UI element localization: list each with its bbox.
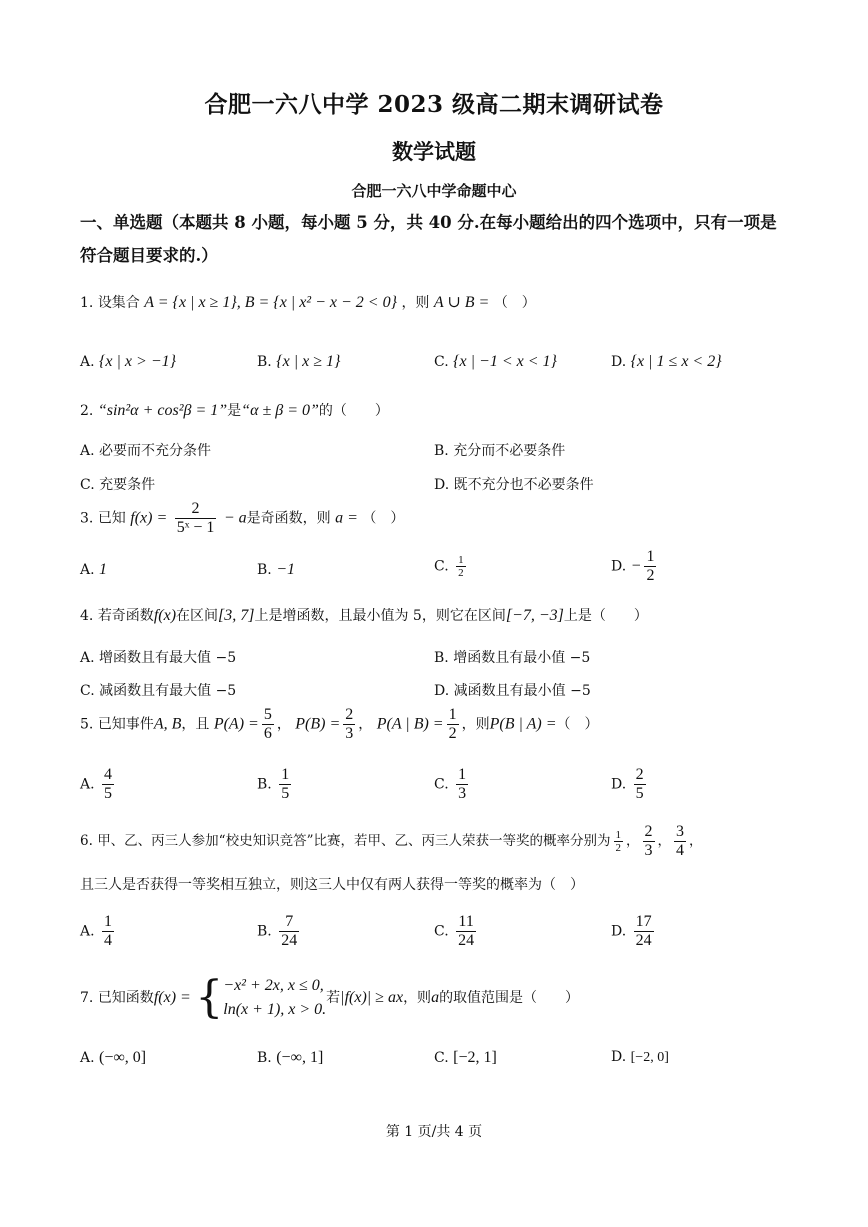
question-text: 上是增函数，且最小值为 5，则它在区间 [254, 608, 506, 624]
option-c[interactable] [434, 554, 469, 579]
fraction-numerator: 4 [104, 766, 113, 783]
fraction-numerator: 1 [615, 829, 621, 841]
question-text: ，则 [403, 990, 432, 1006]
question-text: 若 [326, 990, 341, 1006]
question-tail: 的取值范围是（ ） [439, 990, 580, 1006]
fraction-denominator: 2 [615, 842, 621, 854]
fraction-numerator: 2 [191, 500, 200, 517]
fraction-denominator: 5 [281, 785, 290, 802]
question-number: 1. [80, 295, 94, 311]
option-text: (−∞, 1] [276, 1049, 324, 1066]
fraction-denominator: 4 [676, 842, 684, 859]
option-c[interactable] [80, 474, 155, 494]
option-d[interactable] [434, 680, 591, 700]
fraction [279, 913, 299, 950]
fraction-numerator: 1 [281, 766, 290, 783]
option-label: C. [434, 776, 449, 793]
fraction [634, 913, 654, 950]
option-a[interactable] [80, 440, 211, 460]
piecewise-cases [223, 974, 326, 1022]
function-name: f(x) [153, 607, 177, 624]
option-label: D. [611, 354, 627, 370]
case-1: −x² + 2x, x ≤ 0, [223, 977, 324, 994]
fraction-numerator: 11 [458, 913, 474, 930]
prob-b-given-a: P(B | A) = [489, 715, 557, 733]
fraction [634, 766, 646, 803]
fraction [674, 823, 686, 860]
option-text: {x | −1 < x < 1} [453, 353, 557, 370]
fraction [456, 913, 476, 950]
option-d[interactable] [611, 766, 649, 803]
option-text: 1 [99, 561, 108, 578]
question-lead: 已知事件 [97, 716, 154, 733]
question-lead: 已知函数 [97, 990, 154, 1006]
exam-subtitle: 数学试题 [392, 139, 476, 164]
option-label: B. [434, 650, 449, 666]
option-label: C. [80, 683, 95, 699]
option-text: {x | x > −1} [99, 353, 177, 370]
fraction-denominator: 24 [458, 932, 475, 949]
fraction [456, 554, 466, 579]
condition-b: “α ± β = 0” [241, 402, 319, 419]
option-label: B. [257, 1050, 272, 1066]
option-label: C. [434, 354, 449, 370]
minus-sign: − [630, 557, 642, 575]
prob-a: P(A) = [213, 715, 259, 733]
fraction-denominator: 6 [263, 725, 272, 742]
option-b[interactable] [434, 647, 590, 667]
question-tail: 上是（ ） [563, 608, 648, 624]
option-label: D. [611, 923, 627, 940]
question-number: 5. [80, 716, 94, 733]
option-text: [−2, 0] [630, 1050, 669, 1065]
stem-tail: 的（ ） [318, 403, 389, 419]
prob-a-given-b: P(A | B) = [376, 715, 444, 733]
option-a[interactable] [80, 647, 236, 667]
fraction [643, 823, 655, 860]
exam-title: 合肥一六八中学 2023 级高二期末调研试卷 [204, 91, 664, 118]
option-label: B. [257, 776, 272, 793]
question-6-line2: 且三人是否获得一等奖相互独立，则这三人中仅有两人获得一等奖的概率为（ ） [80, 877, 584, 893]
question-text: 在区间 [176, 608, 219, 624]
fraction-denominator: 2 [448, 725, 457, 742]
set-definition: A = {x | x ≥ 1}, B = {x | x² − x − 2 < 0} [144, 294, 397, 311]
inequality: |f(x)| ≥ ax [340, 989, 404, 1006]
option-label: A. [80, 923, 95, 940]
question-2 [80, 400, 389, 420]
fraction [456, 766, 468, 803]
fraction-denominator: 2 [646, 567, 655, 584]
option-a[interactable] [80, 1049, 146, 1067]
fraction-numerator: 2 [635, 766, 644, 783]
option-label: C. [434, 1050, 449, 1066]
answer-paren: （ ） [362, 510, 405, 527]
option-label: D. [611, 558, 627, 575]
question-number: 4. [80, 608, 94, 624]
option-text: 充分而不必要条件 [453, 443, 566, 459]
option-b[interactable] [257, 1049, 323, 1067]
fraction-numerator: 1 [458, 554, 464, 566]
option-text: (−∞, 0] [99, 1049, 147, 1066]
fraction [102, 913, 114, 950]
fraction [102, 766, 114, 803]
option-label: B. [257, 923, 272, 940]
fraction [279, 766, 291, 803]
answer-paren: （ ） [556, 716, 599, 733]
interval-1: [3, 7] [218, 607, 255, 624]
question-mid: ，则 [401, 295, 430, 311]
condition-a: “sin²α + cos²β = 1” [97, 402, 228, 419]
exam-authority: 合肥一六八中学命题中心 [351, 182, 517, 200]
option-label: D. [611, 776, 627, 793]
fraction-numerator: 3 [676, 823, 684, 840]
case-2: ln(x + 1), x > 0. [223, 1001, 327, 1018]
page-footer: 第 1 页/共 4 页 [385, 1124, 483, 1140]
variable-a: a [431, 989, 440, 1006]
fraction-numerator: 17 [635, 913, 652, 930]
fraction-denominator: 24 [281, 932, 298, 949]
option-text: 既不充分也不必要条件 [453, 477, 594, 493]
fraction [262, 706, 274, 743]
option-d[interactable] [611, 1049, 669, 1066]
fraction-denominator: 5 [104, 785, 113, 802]
option-label: A. [80, 443, 95, 459]
option-c[interactable] [434, 1049, 497, 1067]
question-tail: 是奇函数，则 [246, 510, 331, 527]
interval-2: [−7, −3] [505, 607, 564, 624]
option-label: D. [611, 1049, 627, 1065]
fraction-denominator: 5ˣ − 1 [176, 519, 215, 536]
fraction-denominator: 3 [458, 785, 467, 802]
fraction-numerator: 1 [448, 706, 457, 723]
fraction-denominator: 2 [458, 567, 464, 579]
fraction-numerator: 7 [285, 913, 294, 930]
option-text: 增函数且有最小值 −5 [453, 650, 591, 666]
a-equals: a = [335, 509, 358, 527]
question-1 [80, 292, 536, 312]
fraction [614, 829, 624, 854]
union-expression: A ∪ B = [433, 294, 490, 311]
option-a[interactable] [80, 353, 176, 371]
fraction [343, 706, 355, 743]
fraction-denominator: 3 [345, 725, 354, 742]
option-b[interactable] [257, 766, 294, 803]
option-label: A. [80, 650, 95, 666]
piecewise-brace: { [195, 972, 224, 1023]
option-label: A. [80, 1050, 95, 1066]
function-name: f(x) = [153, 989, 191, 1006]
fraction-denominator: 3 [644, 842, 653, 859]
option-a[interactable] [80, 913, 117, 950]
fraction-denominator: 24 [635, 932, 652, 949]
option-label: B. [257, 354, 272, 370]
answer-paren: （ ） [493, 295, 536, 311]
prob-b: P(B) = [295, 715, 341, 733]
option-text: 增函数且有最大值 −5 [99, 650, 237, 666]
stem-connector: 是 [227, 403, 242, 419]
question-3 [80, 500, 404, 537]
question-number: 3. [80, 510, 94, 527]
option-text: 减函数且有最大值 −5 [99, 683, 237, 699]
option-d[interactable] [611, 548, 659, 585]
question-text: ，且 [181, 716, 210, 733]
option-label: C. [434, 923, 449, 940]
question-lead: 已知 [97, 510, 126, 527]
question-number: 6. [80, 833, 93, 849]
question-number: 2. [80, 403, 94, 419]
fraction [447, 706, 459, 743]
question-6: 6. 甲、乙、丙三人参加“校史知识竞答”比赛，若甲、乙、丙三人荣获一等奖的概率分别为 $\frac{1}{2}$ ， $\frac{2}{3}$ ， $\frac{3}{4}$ ， [80, 823, 703, 859]
option-b[interactable] [434, 440, 565, 460]
option-a[interactable] [80, 766, 117, 803]
option-label: A. [80, 562, 95, 578]
option-a[interactable] [80, 561, 107, 579]
fraction-numerator: 1 [104, 913, 113, 930]
option-text: −1 [276, 561, 295, 578]
option-text: {x | 1 ≤ x < 2} [630, 353, 722, 370]
function-name: f(x) = [130, 509, 168, 527]
option-label: B. [257, 562, 272, 578]
question-text: ，则 [461, 716, 490, 733]
fraction [644, 548, 656, 585]
option-text: [−2, 1] [453, 1049, 497, 1066]
question-4 [80, 605, 648, 625]
option-c[interactable] [434, 913, 479, 950]
option-label: A. [80, 776, 95, 793]
option-label: D. [434, 683, 450, 699]
events: A, B [153, 715, 182, 733]
option-label: B. [434, 443, 449, 459]
question-lead: 设集合 [97, 295, 140, 311]
option-text: 充要条件 [99, 477, 156, 493]
option-b[interactable] [257, 913, 302, 950]
fraction-numerator: 2 [644, 823, 653, 840]
fraction-numerator: 1 [646, 548, 655, 565]
option-d[interactable] [434, 474, 594, 494]
fraction-numerator: 5 [263, 706, 272, 723]
question-lead: 若奇函数 [97, 608, 154, 624]
option-label: C. [434, 558, 449, 575]
minus-a: − a [223, 509, 247, 527]
option-label: D. [434, 477, 450, 493]
option-label: A. [80, 354, 95, 370]
option-d[interactable] [611, 913, 657, 950]
fraction [175, 500, 217, 537]
option-c[interactable] [434, 353, 557, 371]
option-label: C. [80, 477, 95, 493]
option-d[interactable] [611, 353, 722, 371]
option-text: 减函数且有最小值 −5 [453, 683, 591, 699]
question-5: 5. 已知事件A, B，且 P(A) = $\frac{5}{6}$ ， P(B) = $\frac{2}{3}$ ， P(A | B) = $\frac{1}{2}$ ，则P(B | A) =（ ） [80, 706, 599, 742]
option-b[interactable] [257, 561, 295, 579]
option-c[interactable] [434, 766, 471, 803]
question-number: 7. [80, 990, 94, 1006]
option-text: {x | x ≥ 1} [276, 353, 341, 370]
fraction-numerator: 1 [458, 766, 467, 783]
option-text: 必要而不充分条件 [99, 443, 212, 459]
question-7 [80, 974, 579, 1022]
fraction-denominator: 5 [635, 785, 644, 802]
fraction-numerator: 2 [345, 706, 354, 723]
fraction-denominator: 4 [104, 932, 113, 949]
section-heading: 一、单选题（本题共 8 小题，每小题 5 分，共 40 分.在每小题给出的四个选项中，只有一项是符合题目要求的.） [80, 213, 777, 265]
option-c[interactable] [80, 680, 236, 700]
option-b[interactable] [257, 353, 340, 371]
question-text: 甲、乙、丙三人参加“校史知识竞答”比赛，若甲、乙、丙三人荣获一等奖的概率分别为 [97, 833, 611, 849]
